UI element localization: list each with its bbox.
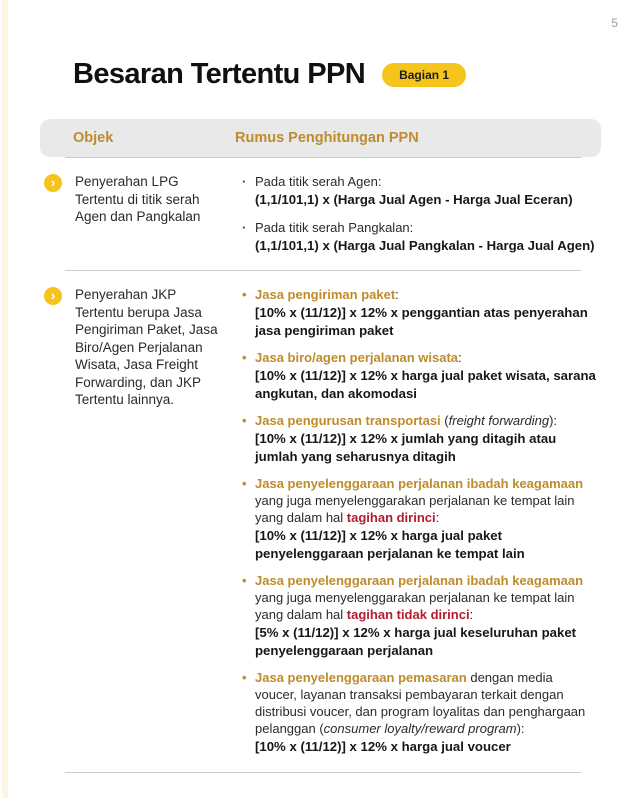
bullet-marker: • xyxy=(242,476,247,491)
column-header-rumus: Rumus Penghitungan PPN xyxy=(235,130,419,146)
list-item xyxy=(242,219,597,255)
bullet-formula: [10% x (11/12)] x 12% x jumlah yang ditagih atau jumlah yang seharusnya ditagih xyxy=(255,431,557,464)
text-segment-normal: ( xyxy=(440,413,449,428)
bullet-formula: [10% x (11/12)] x 12% x harga jual paket wisata, sarana angkutan, dan akomodasi xyxy=(255,368,596,401)
section-badge: Bagian 1 xyxy=(382,63,466,87)
text-segment-gold: Jasa penyelenggaraan perjalanan ibadah keagamaan xyxy=(255,476,584,491)
text-segment-normal: yang juga menyelenggarakan perjalanan ke tempat lain yang dalam hal xyxy=(255,493,575,525)
bullet-intro xyxy=(255,219,597,236)
chevron-glyph: › xyxy=(50,174,56,190)
page-number: 5 xyxy=(611,16,618,30)
table-row xyxy=(40,158,601,270)
text-segment-normal: : xyxy=(395,287,399,302)
bullet-formula: [10% x (11/12)] x 12% x penggantian atas penyerahan jasa pengiriman paket xyxy=(255,305,588,338)
text-segment-red: tagihan tidak dirinci xyxy=(346,607,470,622)
text-segment-italic: consumer loyalty/reward program xyxy=(323,721,517,736)
bullet-formula: [10% x (11/12)] x 12% x harga jual paket penyelenggaraan perjalanan ke tempat lain xyxy=(255,528,525,561)
text-segment-gold: Jasa penyelenggaraan perjalanan ibadah keagamaan xyxy=(255,573,584,588)
page-content xyxy=(40,56,601,773)
rows xyxy=(40,157,601,773)
list-item xyxy=(242,349,597,402)
bullet-marker: • xyxy=(242,287,247,302)
list-item xyxy=(242,669,597,756)
chevron-right-icon xyxy=(44,174,62,192)
bullet-marker: · xyxy=(242,174,247,189)
text-segment-normal: : xyxy=(458,350,462,365)
text-segment-normal: : xyxy=(469,607,474,622)
text-segment-red: tagihan dirinci xyxy=(346,510,436,525)
column-header-objek: Objek xyxy=(73,130,114,146)
formula-cell xyxy=(242,173,597,254)
bullet-intro xyxy=(255,173,597,190)
text-segment-normal: dengan media voucer, layanan transaksi pembayaran terkait dengan distribusi voucer, dan program loyalitas dan penghargaan pelanggan ( xyxy=(255,670,586,736)
text-segment-italic: freight forwarding xyxy=(448,413,550,428)
bullet-marker: • xyxy=(242,413,247,428)
text-segment-gold: Jasa penyelenggaraan pemasaran xyxy=(255,670,467,685)
bullet-intro xyxy=(255,412,597,429)
table-header-bar xyxy=(40,119,601,157)
chevron-glyph: › xyxy=(50,287,56,303)
bullet-formula: [10% x (11/12)] x 12% x harga jual voucer xyxy=(255,739,511,754)
page-edge-strip xyxy=(2,0,8,798)
object-cell: Penyerahan JKP Tertentu berupa Jasa Pengiriman Paket, Jasa Biro/Agen Perjalanan Wisata, Jasa Freight Forwarding, dan JKP Tertentu lainnya. xyxy=(75,287,218,407)
object-cell: Penyerahan LPG Tertentu di titik serah Agen dan Pangkalan xyxy=(75,174,201,224)
text-segment-normal: yang juga menyelenggarakan perjalanan ke tempat lain yang dalam hal xyxy=(255,590,575,622)
bullet-formula: [5% x (11/12)] x 12% x harga jual keseluruhan paket penyelenggaraan perjalanan xyxy=(255,625,577,658)
bullet-intro xyxy=(255,349,597,366)
bullet-formula: (1,1/101,1) x (Harga Jual Agen - Harga Jual Eceran) xyxy=(255,192,573,207)
formula-cell xyxy=(242,286,597,756)
bullet-intro xyxy=(255,572,597,623)
text-segment-normal: ): xyxy=(549,413,558,428)
list-item xyxy=(242,173,597,209)
list-item xyxy=(242,572,597,659)
row-divider xyxy=(65,772,581,773)
table-row xyxy=(40,271,601,772)
bullet-marker: • xyxy=(242,350,247,365)
title-row xyxy=(73,56,601,92)
text-segment-normal: Pada titik serah Agen: xyxy=(255,174,382,189)
page-title: Besaran Tertentu PPN xyxy=(73,57,366,90)
bullet-formula: (1,1/101,1) x (Harga Jual Pangkalan - Harga Jual Agen) xyxy=(255,237,595,253)
text-segment-normal: : xyxy=(435,510,440,525)
chevron-right-icon xyxy=(44,287,62,305)
bullet-intro xyxy=(255,475,597,526)
text-segment-normal: Pada titik serah Pangkalan: xyxy=(255,219,414,235)
bullet-marker: · xyxy=(242,219,247,235)
bullet-intro xyxy=(255,286,597,303)
bullet-marker: • xyxy=(242,573,247,588)
bullet-intro xyxy=(255,669,597,737)
bullet-marker: • xyxy=(242,670,247,685)
list-item xyxy=(242,286,597,339)
text-segment-gold: Jasa pengiriman paket xyxy=(255,287,396,302)
text-segment-gold: Jasa pengurusan transportasi xyxy=(255,413,441,428)
text-segment-normal: ): xyxy=(516,721,525,736)
text-segment-gold: Jasa biro/agen perjalanan wisata xyxy=(255,350,459,365)
list-item xyxy=(242,475,597,562)
list-item xyxy=(242,412,597,465)
